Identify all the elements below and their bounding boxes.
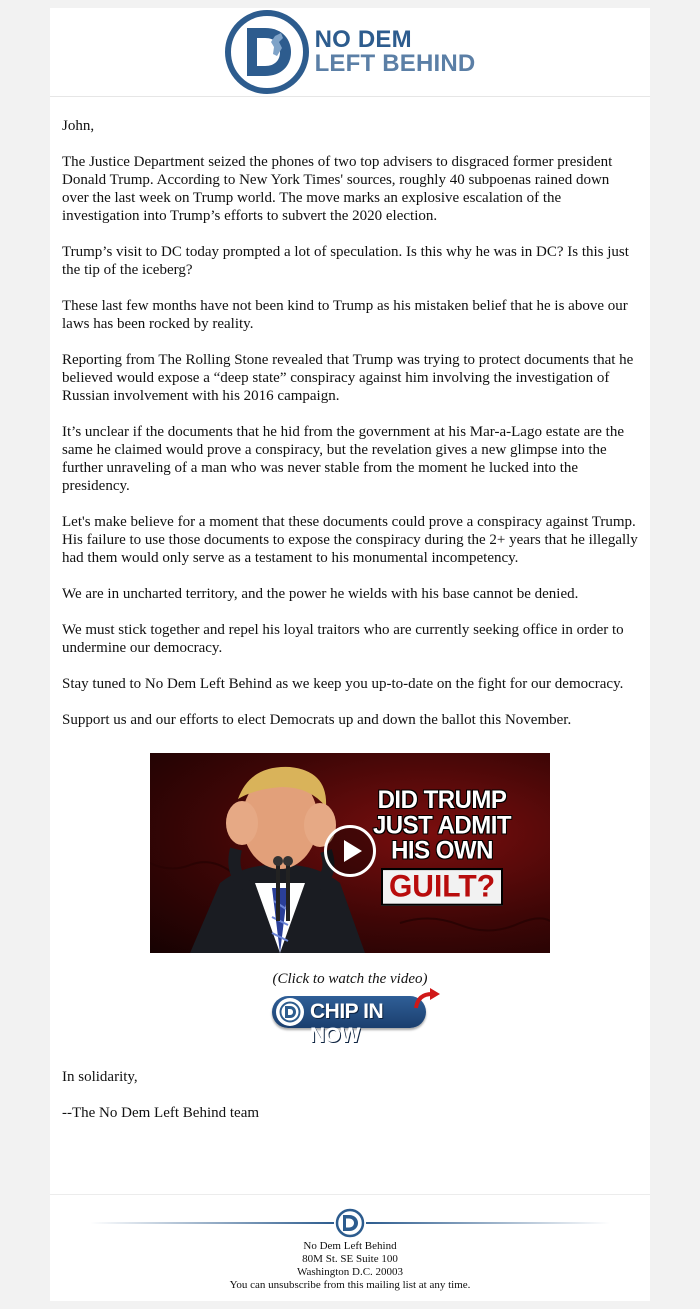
chip-in-label: CHIP IN NOW (310, 1000, 384, 1047)
video-thumbnail[interactable] (150, 753, 550, 953)
email-footer (50, 1194, 650, 1302)
video-title (362, 788, 522, 906)
body-paragraph: Trump’s visit to DC today prompted a lot of speculation. Is this why he was in DC? Is this just the tip of the iceberg? (62, 244, 629, 278)
brand-line-2: LEFT BEHIND (314, 50, 476, 77)
body-paragraph: We are in uncharted territory, and the power he wields with his base cannot be denied. (62, 586, 579, 602)
video-title-guilt: GUILT? (381, 868, 503, 906)
play-triangle (344, 840, 362, 862)
email-body (50, 97, 650, 729)
signoff-line: --The No Dem Left Behind team (62, 1105, 260, 1121)
unsubscribe-text[interactable]: You can unsubscribe from this mailing list at any time. (229, 1279, 471, 1291)
body-paragraph: These last few months have not been kind to Trump as his mistaken belief that he is above our laws has been rocked by reality. (62, 298, 628, 332)
chip-in-now-button[interactable] (272, 992, 428, 1047)
signoff (50, 1068, 650, 1122)
footer-address (50, 1240, 650, 1292)
brand-wordmark (315, 28, 476, 76)
brand-line-1: NO DEM (314, 26, 412, 53)
curved-arrow-icon (412, 986, 442, 1012)
footer-city: Washington D.C. 20003 (296, 1266, 404, 1278)
email-card (50, 8, 650, 1301)
video-caption[interactable]: (Click to watch the video) (272, 971, 428, 987)
body-paragraph: Stay tuned to No Dem Left Behind as we keep you up-to-date on the fight for our democracy. (62, 676, 624, 692)
body-paragraph: It’s unclear if the documents that he hid from the government at his Mar-a-Lago estate are the same he claimed would prove a conspiracy, but the revelation gives a new glimpse into the further unraveling of a man who was never stable from the moment he lucked into the presidency. (62, 424, 624, 494)
video-title-line: HIS OWN (391, 836, 493, 865)
email-header (50, 8, 650, 97)
footer-street: 80M St. SE Suite 100 (302, 1253, 398, 1265)
body-paragraph: The Justice Department seized the phones of two top advisers to disgraced former president Donald Trump. According to New York Times' sources, roughly 40 subpoenas rained down over the last week on Trump world. The move marks an explosive escalation of the investigation into Trump’s efforts to subvert the 2020 election. (62, 154, 613, 224)
body-paragraph: Support us and our efforts to elect Democrats up and down the ballot this November. (62, 712, 572, 728)
play-icon[interactable] (324, 825, 376, 877)
body-paragraph: We must stick together and repel his loyal traitors who are currently seeking office in order to undermine our democracy. (62, 622, 624, 656)
video-title-line: JUST ADMIT (372, 811, 512, 840)
body-paragraph: Reporting from The Rolling Stone revealed that Trump was trying to protect documents that he believed would expose a “deep state” conspiracy against him involving the investigation of Russian involvement with his 2016 campaign. (62, 352, 634, 404)
footer-divider-logo (90, 1208, 610, 1238)
footer-org: No Dem Left Behind (303, 1240, 397, 1252)
video-title-line: DID TRUMP (377, 786, 507, 815)
body-paragraph: Let's make believe for a moment that these documents could prove a conspiracy against Trump. His failure to use those documents to expose the conspiracy during the 2+ years that he illegally had them would only serve as a testament to his monumental incompetency. (62, 514, 638, 566)
signoff-line: In solidarity, (62, 1069, 138, 1085)
d-logo-icon (276, 998, 304, 1026)
cta-section (50, 992, 650, 1047)
video-section (50, 753, 650, 953)
nodem-d-logo-icon (225, 10, 309, 94)
greeting: John, (62, 118, 95, 134)
